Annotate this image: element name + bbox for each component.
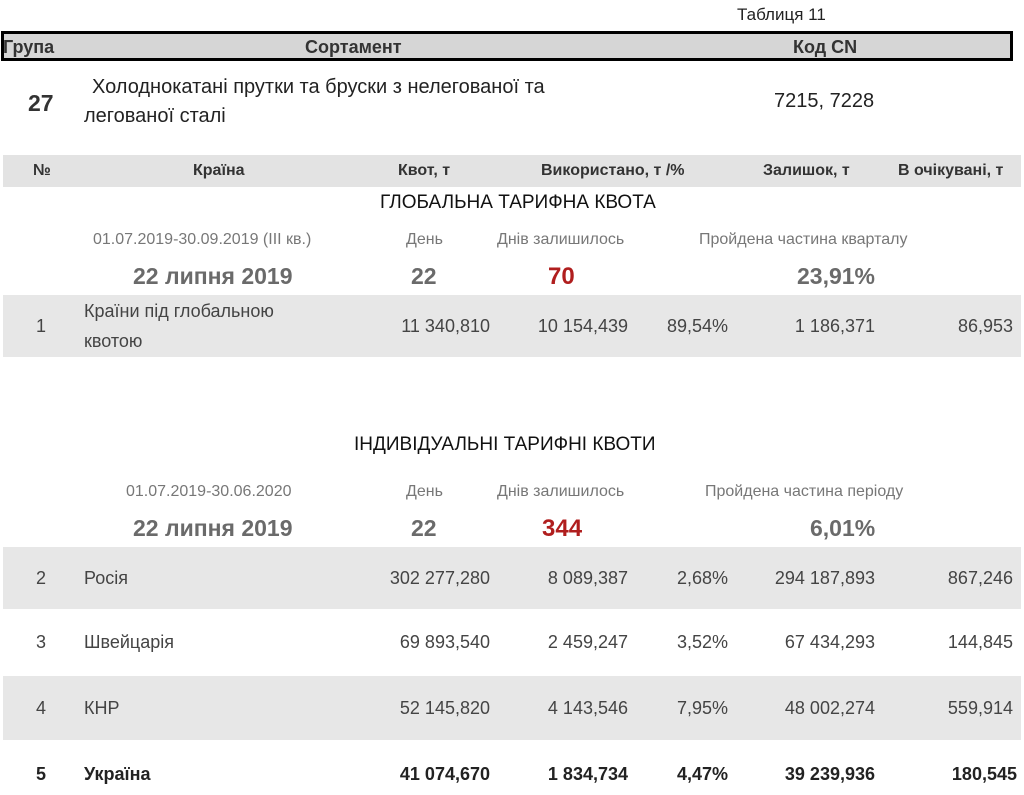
individual-day: 22	[411, 515, 437, 541]
table-row-highlight	[3, 742, 1021, 795]
individual-day-label: День	[406, 483, 443, 500]
row-quota: 41 074,670	[399, 764, 490, 784]
row-used: 2 459,247	[547, 632, 628, 652]
global-passed-label: Пройдена частина кварталу	[699, 231, 908, 248]
individual-section-title: ІНДИВІДУАЛЬНІ ТАРИФНІ КВОТИ	[354, 434, 656, 455]
row-num: 5	[36, 764, 47, 784]
global-days-left: 70	[548, 263, 575, 290]
table-row	[3, 612, 1021, 674]
row-used-pct: 4,47%	[676, 764, 728, 784]
row-remaining: 48 002,274	[784, 698, 875, 718]
global-day-label: День	[406, 231, 443, 248]
row-used-pct: 3,52%	[676, 632, 728, 652]
col-used: Використано, т /%	[541, 162, 685, 179]
product-description	[84, 73, 604, 131]
row-remaining: 67 434,293	[784, 632, 875, 652]
header-group: Група	[3, 37, 55, 57]
header-assortment: Сортамент	[305, 37, 402, 57]
row-used: 8 089,387	[547, 568, 628, 588]
row-country: Росія	[84, 568, 128, 588]
row-country: Швейцарія	[84, 632, 174, 652]
row-pending: 144,845	[947, 632, 1013, 652]
col-remaining: Залишок, т	[763, 162, 850, 179]
global-period: 01.07.2019-30.09.2019 (III кв.)	[93, 231, 312, 248]
cn-codes: 7215, 7228	[774, 90, 875, 112]
col-pending: В очікувані, т	[898, 162, 1004, 179]
col-quota: Квот, т	[398, 162, 451, 179]
row-pending: 559,914	[947, 698, 1013, 718]
individual-days-left: 344	[542, 515, 583, 542]
product-description-text: Холоднокатані прутки та бруски з нелегованої та легованої сталі	[84, 76, 545, 127]
row-quota: 52 145,820	[399, 698, 490, 718]
col-num: №	[33, 162, 51, 179]
global-date: 22 липня 2019	[133, 263, 293, 289]
individual-days-left-label: Днів залишилось	[497, 483, 625, 500]
row-used: 10 154,439	[537, 316, 628, 336]
individual-period: 01.07.2019-30.06.2020	[126, 483, 292, 500]
header-bar	[1, 31, 1013, 61]
row-num: 3	[36, 632, 47, 652]
row-country-line2: квотою	[84, 331, 143, 351]
row-num: 4	[36, 698, 47, 718]
col-country: Країна	[193, 162, 245, 179]
row-quota: 302 277,280	[389, 568, 490, 588]
row-pending: 867,246	[947, 568, 1013, 588]
individual-passed-label: Пройдена частина періоду	[705, 483, 904, 500]
row-country: Україна	[84, 764, 151, 784]
row-country: КНР	[84, 698, 120, 718]
group-number: 27	[28, 90, 54, 116]
row-quota: 69 893,540	[399, 632, 490, 652]
row-used-pct: 7,95%	[676, 698, 728, 718]
row-remaining: 294 187,893	[774, 568, 875, 588]
row-remaining: 39 239,936	[784, 764, 875, 784]
global-passed: 23,91%	[797, 263, 876, 289]
row-quota: 11 340,810	[401, 316, 490, 336]
global-day: 22	[411, 263, 437, 289]
global-section-title: ГЛОБАЛЬНА ТАРИФНА КВОТА	[380, 192, 656, 213]
table-row	[3, 295, 1021, 357]
individual-passed: 6,01%	[810, 515, 876, 541]
row-pending: 180,545	[951, 764, 1017, 784]
column-header-bar	[3, 155, 1021, 187]
table-row	[3, 547, 1021, 609]
individual-date: 22 липня 2019	[133, 515, 293, 541]
header-cn-code: Код CN	[793, 37, 858, 57]
row-used-pct: 2,68%	[676, 568, 728, 588]
row-used-pct: 89,54%	[666, 316, 728, 336]
row-num: 2	[36, 568, 47, 588]
row-pending: 86,953	[957, 316, 1013, 336]
row-num: 1	[36, 316, 47, 336]
row-used: 4 143,546	[547, 698, 628, 718]
table-label: Таблиця 11	[737, 5, 826, 24]
row-country-line1: Країни під глобальною	[84, 301, 274, 321]
row-used: 1 834,734	[547, 764, 628, 784]
table-row	[3, 676, 1021, 740]
global-days-left-label: Днів залишилось	[497, 231, 625, 248]
row-remaining: 1 186,371	[794, 316, 875, 336]
